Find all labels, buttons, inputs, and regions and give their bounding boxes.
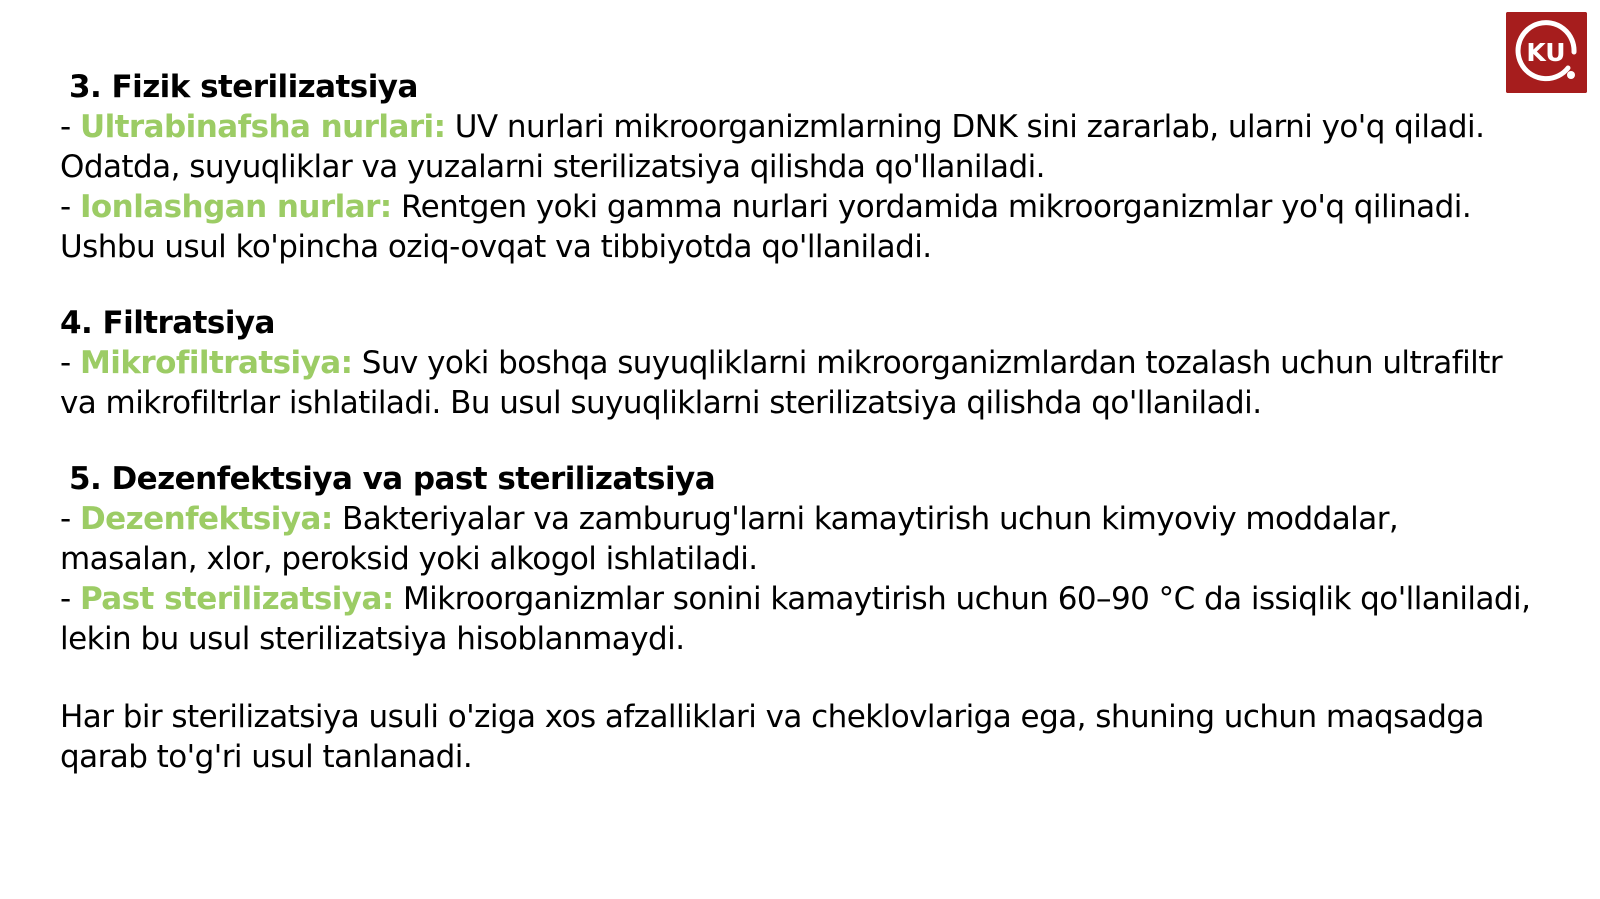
section-filtratsiya [60,303,1540,423]
list-item [60,187,1540,267]
section-fizik-sterilizatsiya [60,67,1540,267]
term-label: Ionlashgan nurlar: [79,189,392,225]
item-text: Mikroorganizmlar sonini kamaytirish uchun 60–90 °C da issiqlik qo'llaniladi, lekin bu usul sterilizatsiya hisoblanmaydi. [60,581,1531,657]
section-heading: 3. Fizik sterilizatsiya [69,69,418,105]
item-text: Bakteriyalar va zamburug'larni kamaytirish uchun kimyoviy moddalar, masalan, xlor, peroksid yoki alkogol ishlatiladi. [60,501,1399,577]
list-item [60,107,1540,187]
slide-content [60,67,1540,808]
section-heading: 5. Dezenfektsiya va past sterilizatsiya [69,461,716,497]
item-text: Suv yoki boshqa suyuqliklarni mikroorganizmlardan tozalash uchun ultrafiltr va mikrofiltrlar ishlatiladi. Bu usul suyuqliklarni sterilizatsiya qilishda qo'llaniladi. [60,345,1503,421]
bullet: - [60,581,71,617]
list-item [60,579,1540,659]
term-label: Ultrabinafsha nurlari: [79,109,446,145]
item-text: Rentgen yoki gamma nurlari yordamida mikroorganizmlar yo'q qilinadi. Ushbu usul ko'pincha oziq-ovqat va tibbiyotda qo'llaniladi. [60,189,1472,265]
list-item [60,499,1540,579]
bullet: - [60,109,71,145]
term-label: Past sterilizatsiya: [79,581,394,617]
bullet: - [60,189,71,225]
logo-text: KU [1526,38,1566,67]
bullet: - [60,501,71,537]
closing-paragraph: Har bir sterilizatsiya usuli o'ziga xos afzalliklari va cheklovlariga ega, shuning uchun maqsadga qarab to'g'ri usul tanlanadi. [60,699,1484,775]
term-label: Dezenfektsiya: [79,501,333,537]
bullet: - [60,345,71,381]
section-heading: 4. Filtratsiya [60,305,275,341]
section-dezenfektsiya [60,459,1540,659]
list-item [60,343,1540,423]
term-label: Mikrofiltratsiya: [79,345,353,381]
item-text: UV nurlari mikroorganizmlarning DNK sini zararlab, ularni yo'q qiladi. Odatda, suyuqliklar va yuzalarni sterilizatsiya qilishda qo'llaniladi. [60,109,1485,185]
